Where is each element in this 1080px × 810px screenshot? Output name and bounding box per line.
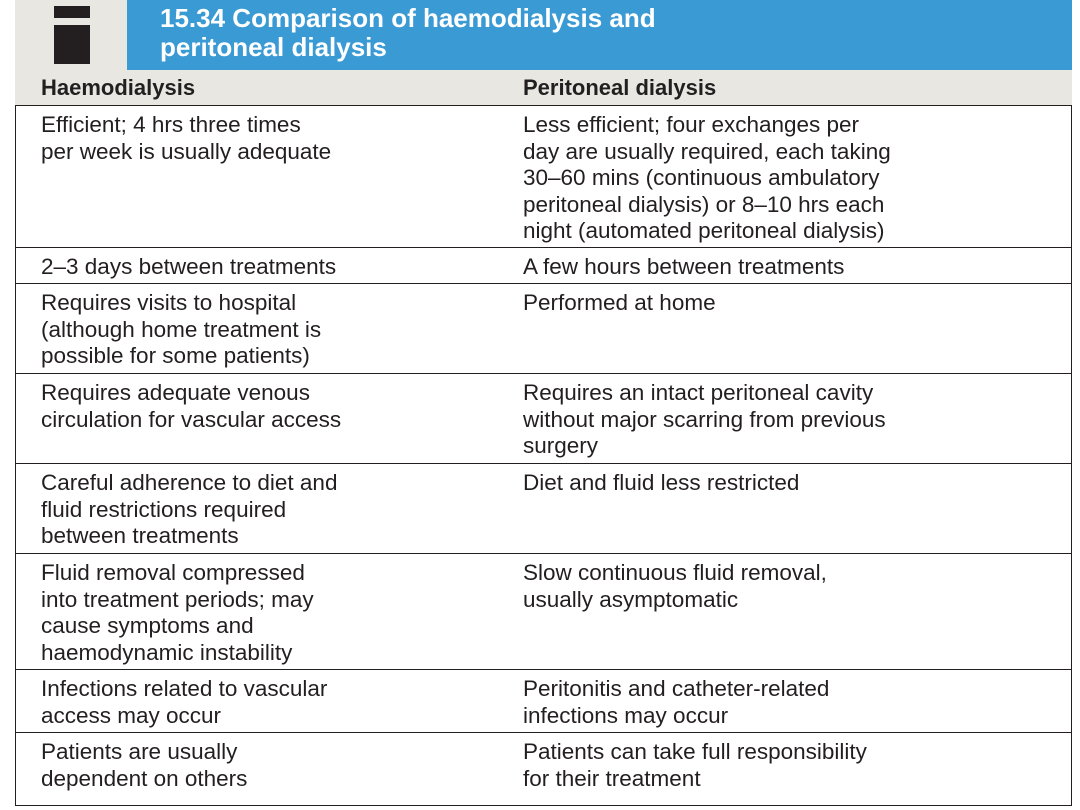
- table-row: [15, 463, 1072, 553]
- cell-haemodialysis: Efficient; 4 hrs three times per week is usually adequate: [41, 112, 332, 164]
- cell-peritoneal-dialysis: Performed at home: [523, 290, 716, 315]
- table-row: [15, 669, 1072, 732]
- info-box: [15, 0, 127, 70]
- cell-peritoneal-dialysis: Less efficient; four exchanges per day are usually required, each taking 30–60 mins (continuous ambulatory peritoneal dialysis) or 8–10 hrs each night (automated peritoneal dialysis): [523, 112, 891, 243]
- table-title-line-2: peritoneal dialysis: [160, 32, 387, 62]
- table-left-border: [15, 105, 16, 806]
- info-icon: [54, 6, 90, 64]
- cell-peritoneal-dialysis: Peritonitis and catheter-related infections may occur: [523, 676, 830, 728]
- cell-haemodialysis: Patients are usually dependent on others: [41, 739, 248, 791]
- cell-haemodialysis: Requires adequate venous circulation for vascular access: [41, 380, 342, 432]
- table-row: [15, 373, 1072, 463]
- cell-peritoneal-dialysis: Slow continuous fluid removal, usually asymptomatic: [523, 560, 827, 612]
- table-row: [15, 732, 1072, 805]
- table-row: [15, 283, 1072, 373]
- column-header-peritoneal-dialysis: Peritoneal dialysis: [523, 75, 717, 100]
- cell-peritoneal-dialysis: A few hours between treatments: [523, 254, 845, 279]
- title-bar: [15, 0, 1072, 70]
- table-right-border: [1071, 105, 1072, 806]
- cell-haemodialysis: 2–3 days between treatments: [41, 254, 337, 279]
- table-title-line-1: 15.34 Comparison of haemodialysis and: [160, 3, 656, 33]
- table-row: [15, 553, 1072, 669]
- table-title: [160, 4, 1060, 62]
- cell-haemodialysis: Requires visits to hospital (although home treatment is possible for some patients): [41, 290, 322, 368]
- cell-peritoneal-dialysis: Diet and fluid less restricted: [523, 470, 800, 495]
- column-header-haemodialysis: Haemodialysis: [41, 75, 196, 100]
- cell-peritoneal-dialysis: Patients can take full responsibility for their treatment: [523, 739, 867, 791]
- dialysis-comparison-table: [15, 0, 1072, 806]
- cell-haemodialysis: Fluid removal compressed into treatment periods; may cause symptoms and haemodynamic instability: [41, 560, 314, 665]
- cell-haemodialysis: Infections related to vascular access may occur: [41, 676, 328, 728]
- table-row: [15, 105, 1072, 247]
- table-body: [15, 105, 1072, 806]
- table-bottom-border: [15, 805, 1072, 806]
- cell-peritoneal-dialysis: Requires an intact peritoneal cavity without major scarring from previous surgery: [523, 380, 886, 458]
- table-row: [15, 247, 1072, 283]
- table-header-row: [15, 70, 1072, 105]
- cell-haemodialysis: Careful adherence to diet and fluid restrictions required between treatments: [41, 470, 338, 548]
